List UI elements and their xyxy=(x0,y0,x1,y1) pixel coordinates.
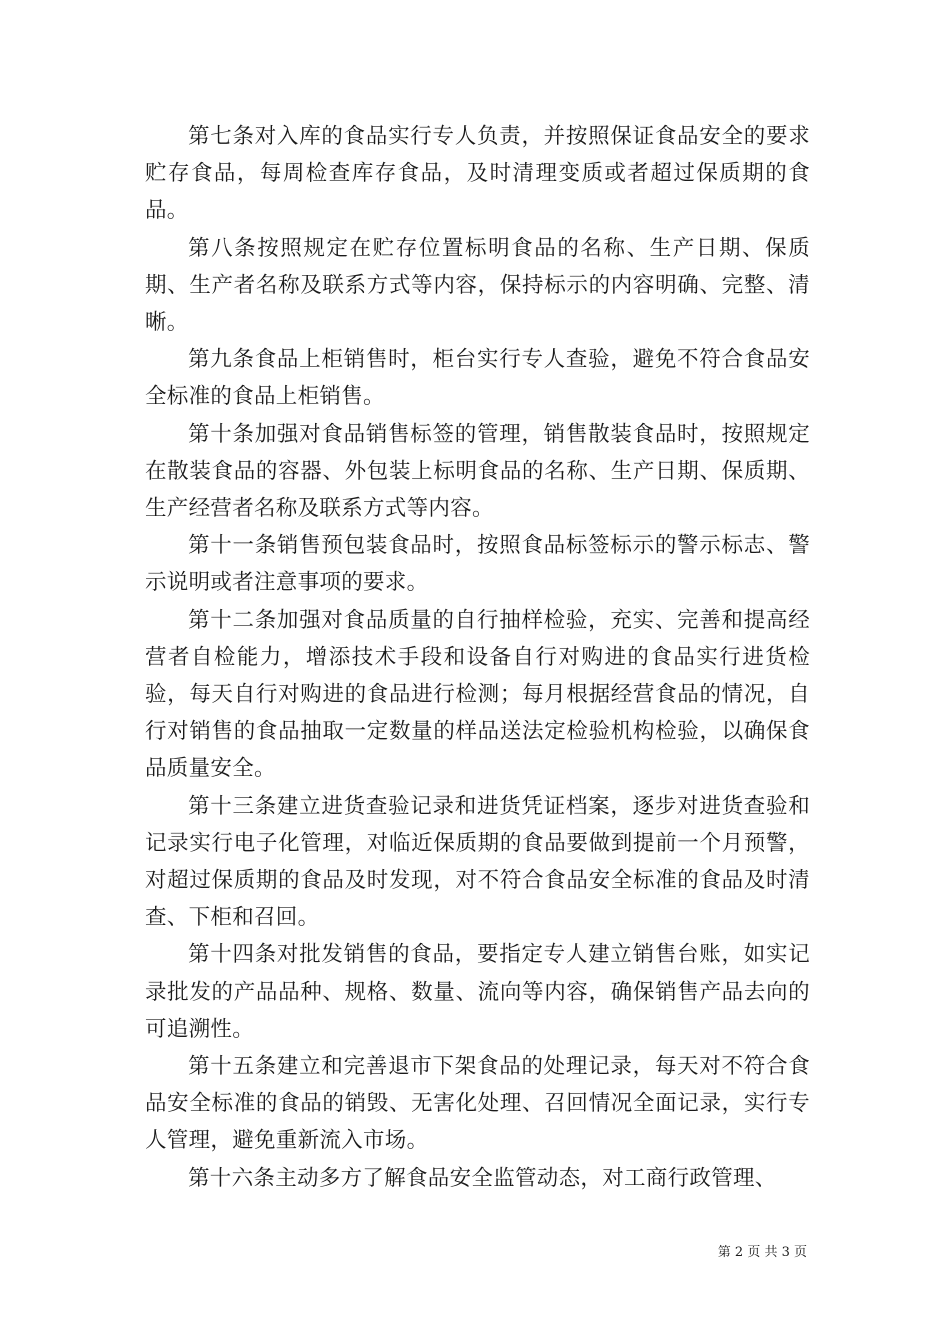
paragraph-article-11: 第十一条销售预包装食品时，按照食品标签标示的警示标志、警示说明或者注意事项的要求。 xyxy=(145,533,810,596)
paragraph-article-10: 第十条加强对食品销售标签的管理，销售散装食品时，按照规定在散装食品的容器、外包装上标明食品的名称、生产日期、保质期、生产经营者名称及联系方式等内容。 xyxy=(145,421,810,522)
paragraph-article-14: 第十四条对批发销售的食品，要指定专人建立销售台账，如实记录批发的产品品种、规格、数量、流向等内容，确保销售产品去向的可追溯性。 xyxy=(145,942,810,1042)
paragraph-article-12: 第十二条加强对食品质量的自行抽样检验，充实、完善和提高经营者自检能力，增添技术手段和设备自行对购进的食品实行进货检验，每天自行对购进的食品进行检测；每月根据经营食品的情况，自行对销售的食品抽取一定数量的样品送法定检验机构检验，以确保食品质量安全。 xyxy=(145,607,810,782)
paragraph-article-16: 第十六条主动多方了解食品安全监管动态，对工商行政管理、 xyxy=(188,1165,777,1191)
page-number-footer: 第 2 页 共 3 页 xyxy=(717,1245,807,1260)
paragraph-article-13: 第十三条建立进货查验记录和进货凭证档案，逐步对进货查验和记录实行电子化管理，对临近保质期的食品要做到提前一个月预警，对超过保质期的食品及时发现，对不符合食品安全标准的食品及时清查、下柜和召回。 xyxy=(145,793,810,931)
document-body xyxy=(145,118,810,1197)
paragraph-article-8: 第八条按照规定在贮存位置标明食品的名称、生产日期、保质期、生产者名称及联系方式等内容，保持标示的内容明确、完整、清晰。 xyxy=(145,235,810,336)
paragraph-article-9: 第九条食品上柜销售时，柜台实行专人查验，避免不符合食品安全标准的食品上柜销售。 xyxy=(145,347,810,410)
paragraph-article-7: 第七条对入库的食品实行专人负责，并按照保证食品安全的要求贮存食品，每周检查库存食品，及时清理变质或者超过保质期的食品。 xyxy=(145,124,810,224)
paragraph-article-15: 第十五条建立和完善退市下架食品的处理记录，每天对不符合食品安全标准的食品的销毁、无害化处理、召回情况全面记录，实行专人管理，避免重新流入市场。 xyxy=(145,1054,810,1154)
